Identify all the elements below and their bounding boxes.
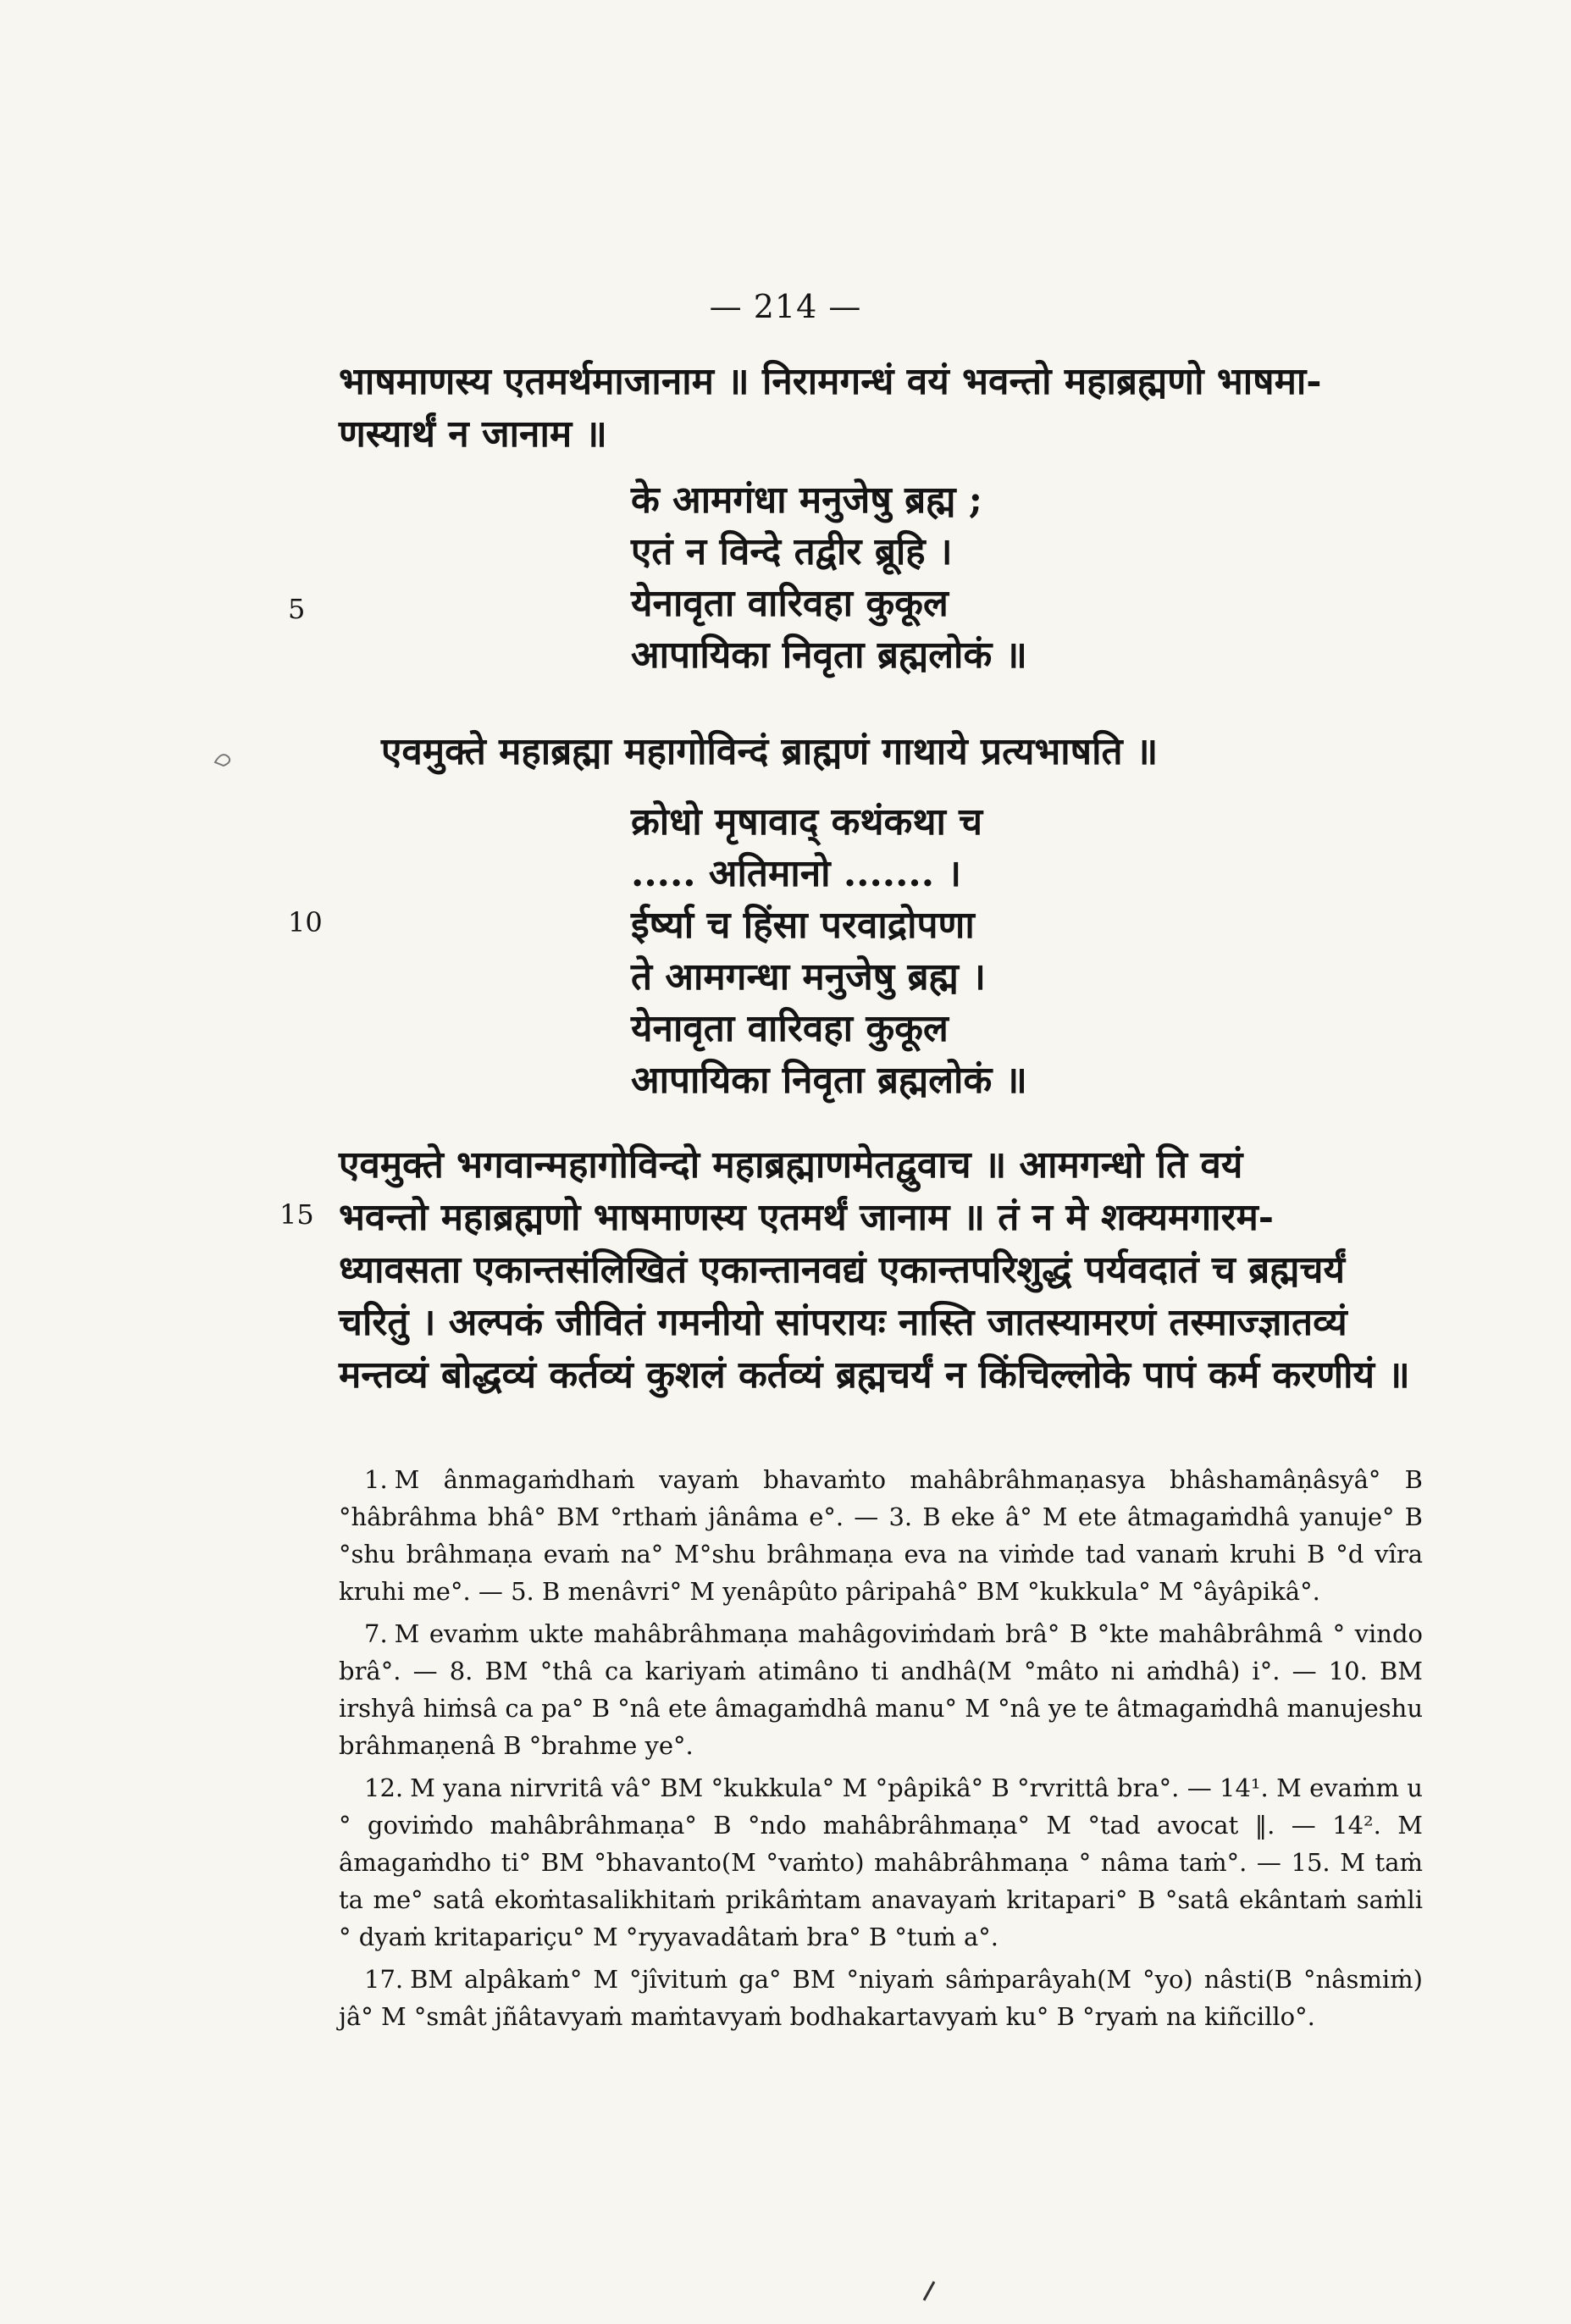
prose-line: मन्तव्यं बोद्धव्यं कर्तव्यं कुशलं कर्तव्यं ब्रह्मचर्यं न किंचिल्लोके पापं कर्म करणीयं ॥ — [339, 1353, 1410, 1397]
footnote-number: 1. — [364, 1465, 388, 1494]
prose-line: चरितुं । अल्पकं जीवितं गमनीयो सांपरायः नास्ति जातस्यामरणं तस्माज्ज्ञातव्यं — [339, 1301, 1347, 1344]
footnote — [339, 1769, 1423, 1956]
verse-line: एतं न विन्दे तद्वीर ब्रूहि । — [631, 530, 953, 573]
scan-mark-icon — [919, 2278, 939, 2304]
footnote-text: M evaṁm ukte mahâbrâhmaṇa mahâgoviṁdaṁ brâ° B °kte mahâbrâhmâ ° vindo brâ°. — 8. BM °thâ ca kariyaṁ atimâno ti andhâ(M °mâto ni aṁdhâ) i°. — 10. BM irshyâ hiṁsâ ca pa° B °nâ ete âmagaṁdhâ manu° M °nâ ye te âtmagaṁdhâ manujeshu brâhmaṇenâ B °brahme ye°. — [339, 1619, 1423, 1760]
verse-block-2 — [631, 796, 1027, 1106]
footnote-number: 7. — [364, 1619, 388, 1648]
verse-intro: एवमुक्ते महाब्रह्मा महागोविन्दं ब्राह्मणं गाथाये प्रत्यभाषति ॥ — [381, 730, 1159, 773]
verse-block-1 — [631, 474, 1027, 681]
verse-line: ईर्ष्या च हिंसा परवाद्रोपणा — [631, 904, 975, 947]
prose-line: एवमुक्ते भगवान्महागोविन्दो महाब्रह्माणमेतद्वुवाच ॥ आमगन्धो ति वयं — [339, 1143, 1243, 1187]
footnote-text: BM alpâkaṁ° M °jîvituṁ ga° BM °niyaṁ sâṁparâyah(M °yo) nâsti(B °nâsmiṁ) jâ° M °smât jñâtavyaṁ maṁtavyaṁ bodhakartavyaṁ ku° B °ryaṁ na kiñcillo°. — [339, 1965, 1423, 2031]
verse-line: येनावृता वारिवहा कुकूल — [631, 582, 949, 625]
footnote-number: 12. — [364, 1773, 404, 1802]
footnote-text: M yana nirvritâ vâ° BM °kukkula° M °pâpikâ° B °rvrittâ bra°. — 14¹. M evaṁm u ° goviṁdo mahâbrâhmaṇa° B °ndo mahâbrâhmaṇa° M °tad avocat ‖. — 14². M âmagaṁdho ti° BM °bhavanto(M °vaṁto) mahâbrâhmaṇa ° nâma taṁ°. — 15. M taṁ ta me° satâ ekoṁtasalikhitaṁ prikâṁtam anavayaṁ kritapari° B °satâ ekântaṁ saṁli ° dyaṁ kritapariçu° M °ryyavadâtaṁ bra° B °tuṁ a°. — [339, 1773, 1423, 1951]
verse-line: के आमगंधा मनुजेषु ब्रह्म ; — [631, 479, 982, 522]
line-marker-5: 5 — [288, 593, 306, 625]
verse-line: ..... अतिमानो ....... । — [631, 852, 962, 895]
prose-top — [339, 356, 1440, 461]
line-marker-10: 10 — [288, 906, 323, 938]
scan-smudge-icon — [212, 745, 237, 771]
verse-line: क्रोधो मृषावाद् कथंकथा च — [631, 800, 983, 844]
verse-line: येनावृता वारिवहा कुकूल — [631, 1007, 949, 1050]
verse-line: आपायिका निवृता ब्रह्मलोकं ॥ — [631, 634, 1027, 677]
footnote-text: M ânmagaṁdhaṁ vayaṁ bhavaṁto mahâbrâhmaṇasya bhâshamâṇâsyâ° B °hâbrâhma bhâ° BM °rthaṁ jânâma e°. — 3. B eke â° M ete âtmagaṁdhâ yanuje° B °shu brâhmaṇa evaṁ na° M°shu brâhmaṇa eva na viṁde tad vanaṁ kruhi B °d vîra kruhi me°. — 5. B menâvri° M yenâpûto pâripahâ° BM °kukkula° M °âyâpikâ°. — [339, 1465, 1423, 1606]
page-number: — 214 — — [709, 288, 862, 325]
verse-line: ते आमगन्धा मनुजेषु ब्रह्म । — [631, 955, 986, 999]
footnote — [339, 1615, 1423, 1764]
footnotes — [339, 1461, 1423, 2040]
footnote — [339, 1461, 1423, 1610]
line-marker-15: 15 — [279, 1198, 314, 1231]
prose-line: णस्यार्थं न जानाम ॥ — [339, 412, 607, 456]
footnote-number: 17. — [364, 1965, 404, 1994]
verse-line: आपायिका निवृता ब्रह्मलोकं ॥ — [631, 1059, 1027, 1102]
prose-line: ध्यावसता एकान्तसंलिखितं एकान्तानवद्यं एकान्तपरिशुद्धं पर्यवदातं च ब्रह्मचर्यं — [339, 1248, 1345, 1292]
prose-line: भाषमाणस्य एतमर्थमाजानाम ॥ निरामगन्धं वयं भवन्तो महाब्रह्मणो भाषमा- — [339, 360, 1322, 403]
prose-bottom — [339, 1139, 1440, 1402]
footnote — [339, 1961, 1423, 2035]
prose-line: भवन्तो महाब्रह्मणो भाषमाणस्य एतमर्थं जानाम ॥ तं न मे शक्यमगारम- — [339, 1196, 1275, 1239]
